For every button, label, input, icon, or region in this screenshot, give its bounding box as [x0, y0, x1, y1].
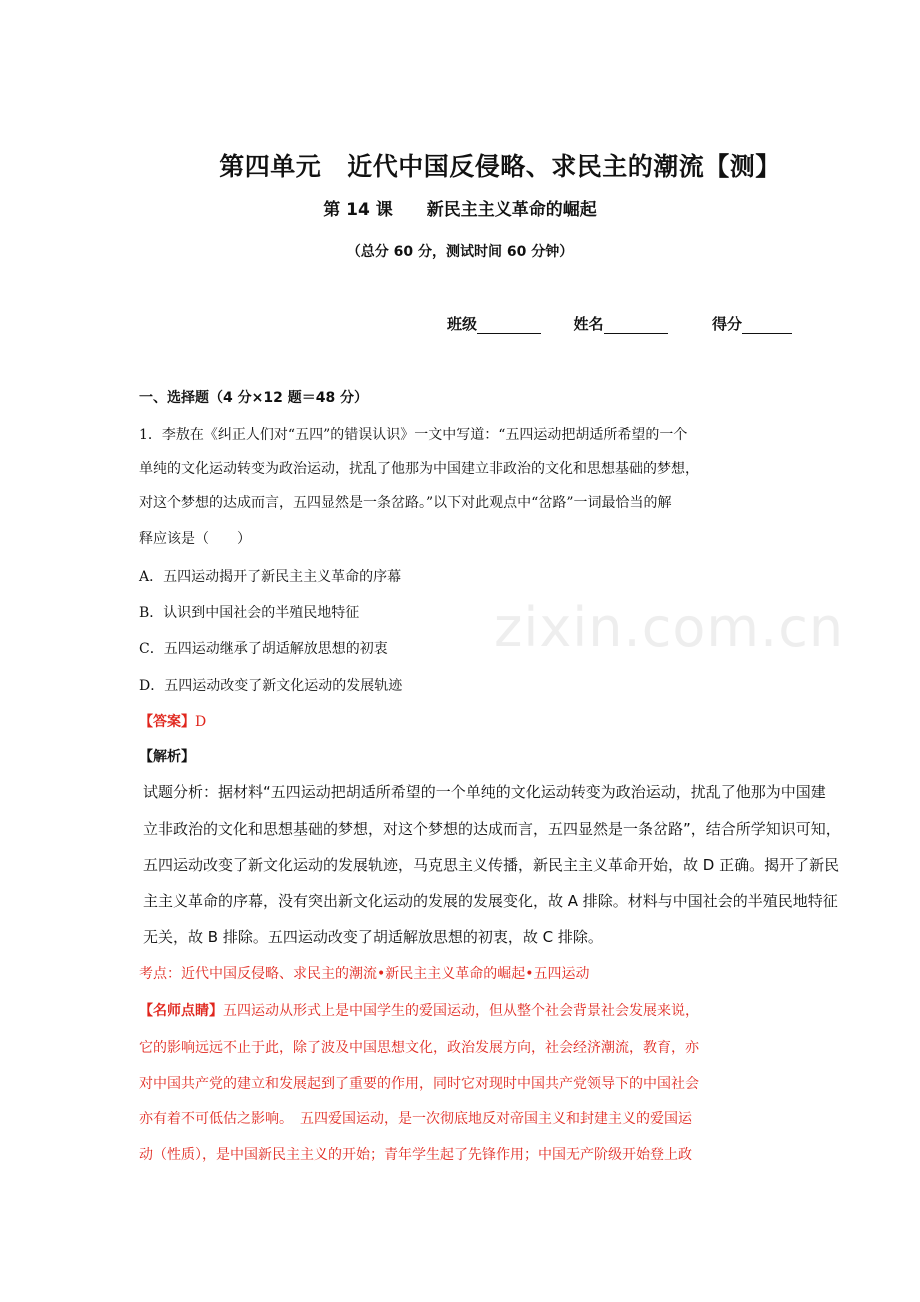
answer — [139, 711, 206, 731]
analysis-line: 立非政治的文化和思想基础的梦想，对这个梦想的达成而言，五四显然是一条岔路”，结合所学知识可知， — [143, 820, 841, 838]
option-c: C．五四运动继承了胡适解放思想的初衷 — [139, 641, 388, 657]
analysis-line: 无关，故 B 排除。五四运动改变了胡适解放思想的初衷，故 C 排除。 — [143, 928, 603, 946]
name-field[interactable] — [604, 316, 668, 334]
analysis-line: 五四运动改变了新文化运动的发展轨迹，马克思主义传播，新民主主义革命开始，故 D 正确。揭开了新民 — [143, 856, 840, 874]
class-field[interactable] — [477, 316, 541, 334]
analysis-line: 试题分析：据材料“五四运动把胡适所希望的一个单纯的文化运动转变为政治运动，扰乱了他那为中国建 — [143, 783, 826, 801]
question-line: 释应该是（ ） — [139, 531, 251, 547]
score-field[interactable] — [742, 316, 792, 334]
question-line: 对这个梦想的达成而言，五四显然是一条岔路。”以下对此观点中“岔路”一词最恰当的解 — [139, 495, 672, 511]
class-label: 班级 — [447, 315, 478, 333]
kaodian: 考点：近代中国反侵略、求民主的潮流•新民主主义革命的崛起•五四运动 — [139, 966, 590, 982]
lesson-title — [0, 195, 920, 220]
score-label: 得分 — [711, 315, 742, 333]
option-a: A．五四运动揭开了新民主主义革命的序幕 — [139, 569, 402, 585]
analysis-label: 【解析】 — [139, 749, 195, 765]
unit-number: 第四单元 — [219, 152, 322, 181]
tips-line: 亦有着不可低估之影响。 五四爱国运动，是一次彻底地反对帝国主义和封建主义的爱国运 — [139, 1111, 692, 1127]
tips-line: 它的影响远远不止于此，除了波及中国思想文化，政治发展方向，社会经济潮流，教育，亦 — [139, 1040, 699, 1056]
student-info — [447, 313, 792, 334]
analysis-line: 主主义革命的序幕，没有突出新文化运动的发展的发展变化，故 A 排除。材料与中国社会的半殖民地特征 — [143, 892, 838, 910]
unit-heading: 近代中国反侵略、求民主的潮流【测】 — [347, 152, 781, 181]
unit-title — [0, 147, 920, 183]
score-note: （总分 60 分，测试时间 60 分钟） — [346, 244, 574, 260]
tips-line-first — [139, 1000, 699, 1020]
question-line: 1．李敖在《纠正人们对“五四”的错误认识》一文中写道：“五四运动把胡适所希望的一个 — [139, 427, 688, 443]
tips-line: 动（性质），是中国新民主主义的开始；青年学生起了先锋作用；中国无产阶级开始登上政 — [139, 1147, 692, 1163]
name-label: 姓名 — [573, 315, 604, 333]
answer-value: D — [195, 714, 207, 730]
section-heading: 一、选择题（4 分×12 题＝48 分） — [139, 390, 369, 406]
answer-label: 【答案】 — [139, 714, 195, 730]
watermark: zixin.com.cn — [494, 596, 845, 659]
lesson-heading: 新民主主义革命的崛起 — [426, 200, 597, 220]
tips-line: 对中国共产党的建立和发展起到了重要的作用，同时它对现时中国共产党领导下的中国社会 — [139, 1076, 699, 1092]
tips-text: 五四运动从形式上是中国学生的爱国运动，但从整个社会背景社会发展来说， — [223, 1003, 699, 1019]
question-line: 单纯的文化运动转变为政治运动，扰乱了他那为中国建立非政治的文化和思想基础的梦想， — [139, 461, 699, 477]
lesson-number: 第 14 课 — [323, 200, 393, 220]
tips-label: 【名师点睛】 — [139, 1003, 223, 1019]
option-b: B．认识到中国社会的半殖民地特征 — [139, 605, 360, 621]
option-d: D．五四运动改变了新文化运动的发展轨迹 — [139, 678, 403, 694]
